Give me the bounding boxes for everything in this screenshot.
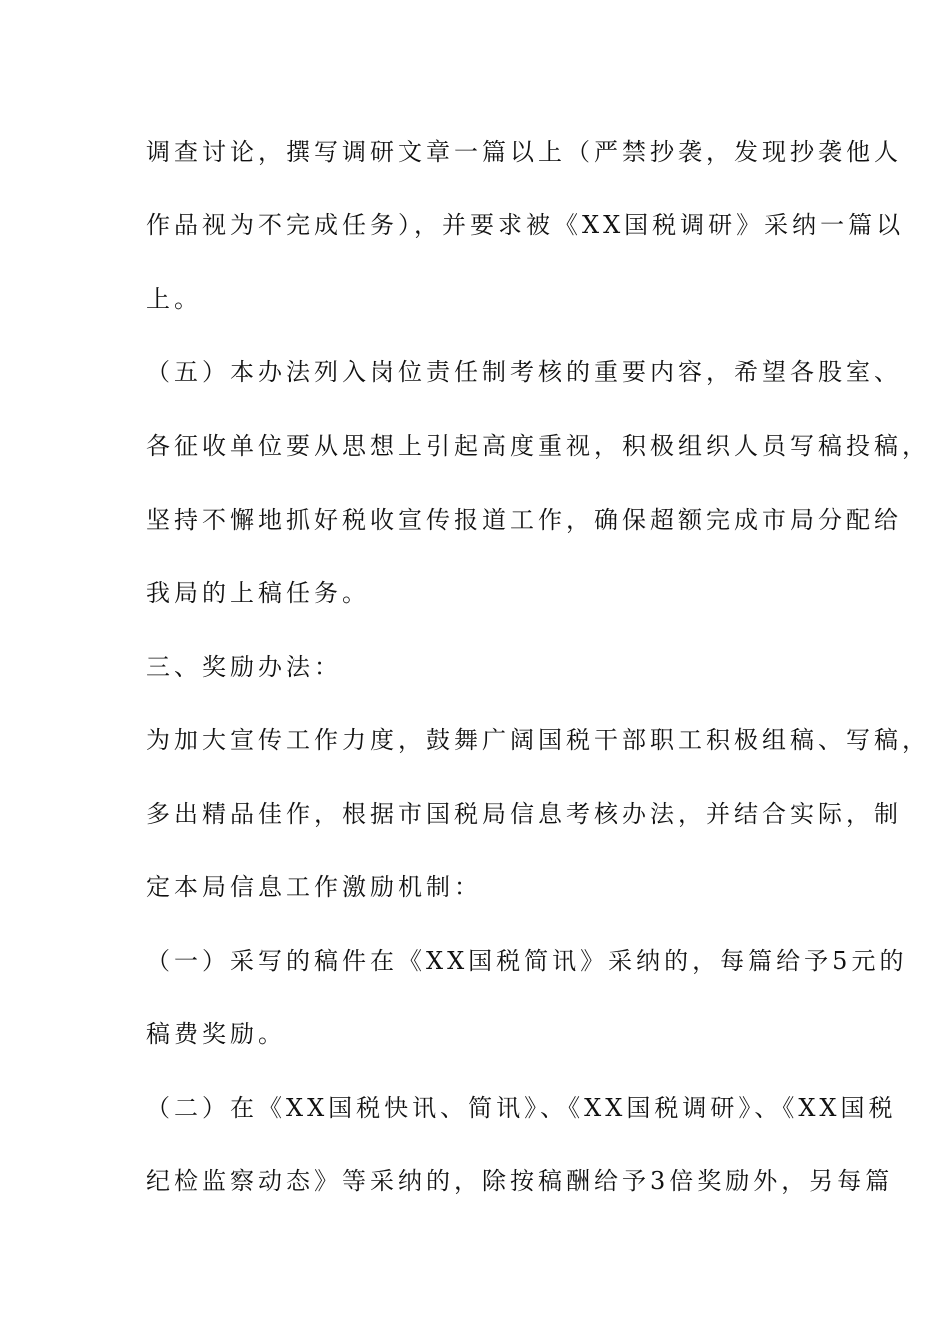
- text-line: （一）采写的稿件在《XX国税简讯》采纳的，每篇给予5元的: [146, 947, 908, 975]
- text-line: 为加大宣传工作力度，鼓舞广阔国税干部职工积极组稿、写稿，: [146, 726, 930, 754]
- text-line: 我局的上稿任务。: [146, 579, 370, 607]
- text-line: 坚持不懈地抓好税收宣传报道工作，确保超额完成市局分配给: [146, 506, 902, 534]
- text-line: 稿费奖励。: [146, 1020, 286, 1048]
- text-line: 作品视为不完成任务），并要求被《XX国税调研》采纳一篇以: [146, 211, 905, 239]
- section-heading: 三、奖励办法：: [146, 653, 342, 681]
- text-line: （二）在《XX国税快讯、简讯》、《XX国税调研》、《XX国税: [146, 1094, 897, 1122]
- text-line: 纪检监察动态》等采纳的，除按稿酬给予3倍奖励外，另每篇: [146, 1167, 894, 1195]
- text-line: 定本局信息工作激励机制：: [146, 873, 482, 901]
- text-line: （五）本办法列入岗位责任制考核的重要内容，希望各股室、: [146, 358, 902, 386]
- text-line: 上。: [146, 285, 202, 313]
- text-line: 调查讨论，撰写调研文章一篇以上（严禁抄袭，发现抄袭他人: [146, 138, 902, 166]
- text-line: 各征收单位要从思想上引起高度重视，积极组织人员写稿投稿，: [146, 432, 930, 460]
- text-line: 多出精品佳作，根据市国税局信息考核办法，并结合实际，制: [146, 800, 902, 828]
